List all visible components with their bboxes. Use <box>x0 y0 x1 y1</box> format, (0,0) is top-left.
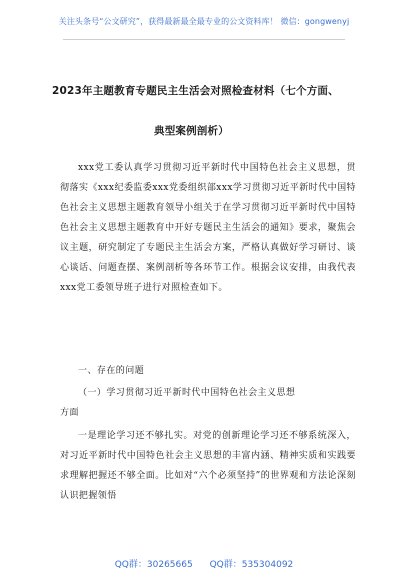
header-divider <box>63 39 345 40</box>
document-title-line-1: 2023年主题教育专题民主生活会对照检查材料（七个方面、 <box>52 85 339 97</box>
intro-paragraph: xxx党工委认真学习贯彻习近平新时代中国特色社会主义思想，贯彻落实《xxx纪委监委xxx党委组织部xxx学习贯彻习近平新时代中国特色社会主义思想主题教育领导小组关于在学习贯彻习近平新时代中国特色社会主义思想主题教育中开好专题民主生活会的通知》要求，聚焦会议主题，研究制定了专题民主生活会方案，严格认真做好学习研讨、谈心谈话、问题查摆、案例剖析等各环节工作。根据会议安排，由我代表xxx党工委领导班子进行对照检查如下。 <box>60 163 356 293</box>
subsection-heading-line-2: 方面 <box>60 408 79 418</box>
footer-qq-group-2: QQ群：535304092 <box>209 560 294 570</box>
footer-contact <box>0 557 408 570</box>
subsection-heading-line-1: （一）学习贯彻习近平新时代中国特色社会主义思想 <box>78 388 296 398</box>
body-paragraph: 一是理论学习还不够扎实。对党的创新理论学习还不够系统深入，对习近平新时代中国特色社会主义思想的丰富内涵、精神实质和实践要求理解把握还不够全面。比如对“六个必须坚持”的世界观和方法论深刻认识把握领悟 <box>60 431 356 501</box>
header-banner: 关注头条号“公文研究”，获得最新最全最专业的公文资料库！ 微信：gongwenyj <box>58 17 350 26</box>
footer-qq-group-1: QQ群：30265665 <box>114 560 193 570</box>
section-heading: 一、存在的问题 <box>78 366 145 376</box>
document-title-line-2: 典型案例剖析） <box>154 125 229 137</box>
